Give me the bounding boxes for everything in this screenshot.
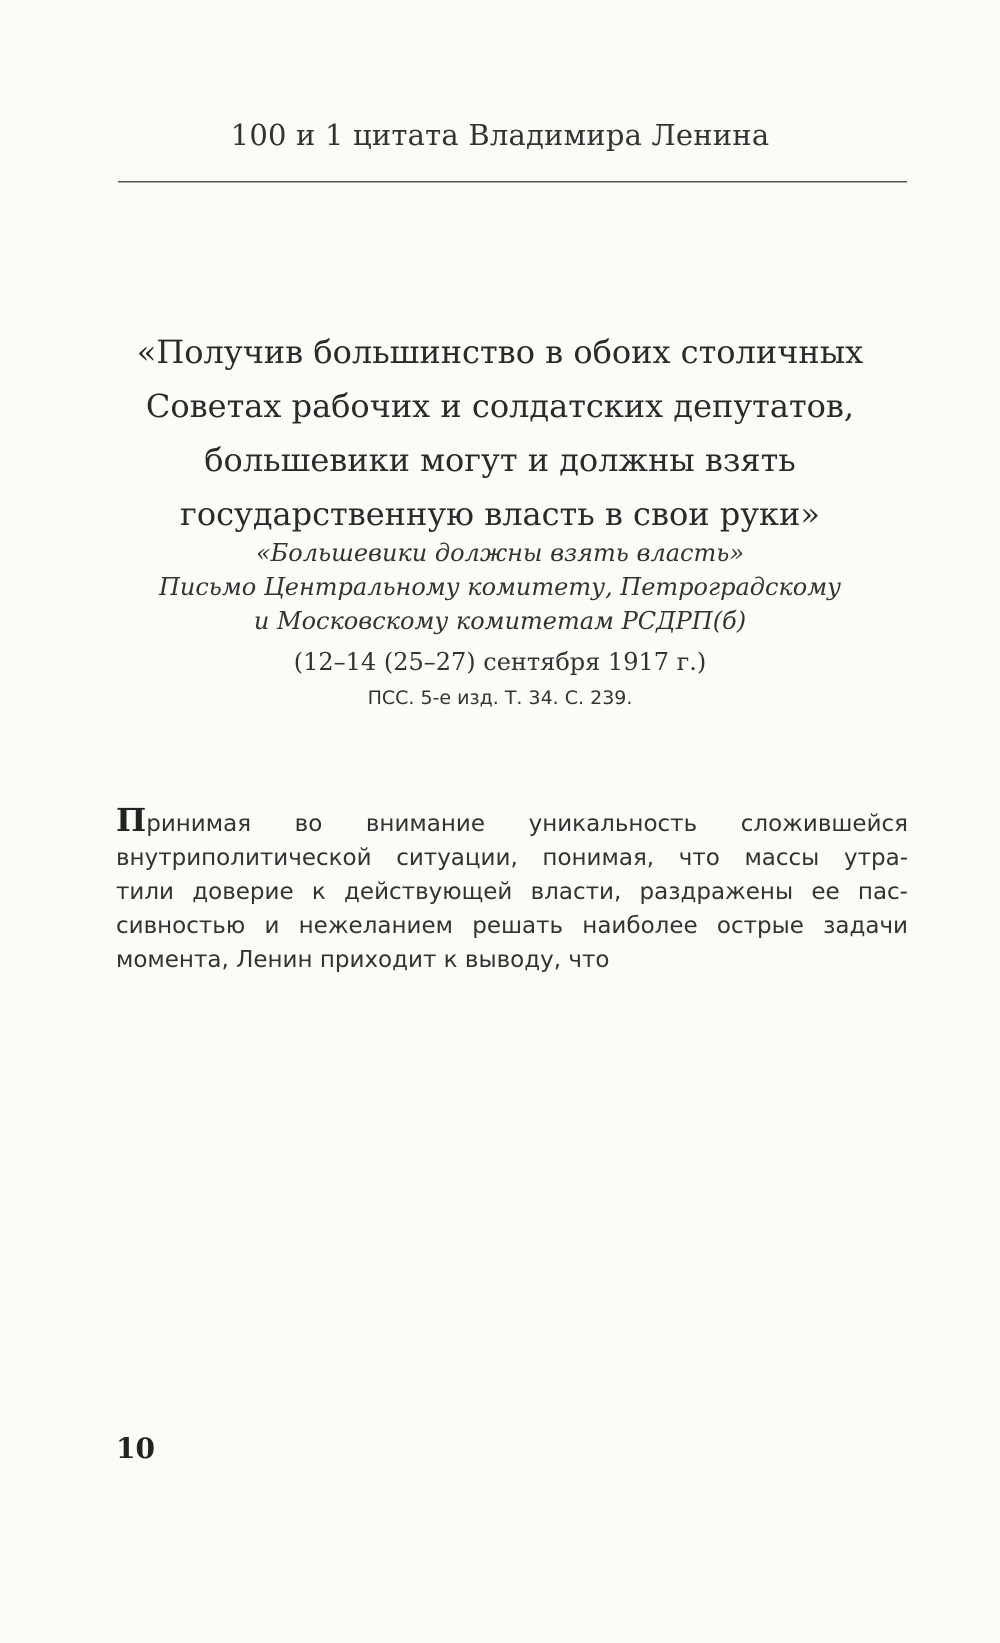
- quote-line: Советах рабочих и солдатских депутатов,: [145, 387, 855, 425]
- quote-line: «Получив большинство в обоих столичных: [136, 333, 864, 371]
- quote-line: большевики могут и должны взять: [204, 441, 796, 479]
- body-line: тили доверие к действующей власти, раздражены ее пас-: [116, 879, 908, 905]
- quote-line: государственную власть в свои руки»: [180, 495, 820, 533]
- source-letter-line: и Московскому комитетам РСДРП(б): [253, 607, 747, 635]
- body-line: сивностью и нежеланием решать наиболее острые задачи: [116, 913, 908, 939]
- body-line: момента, Ленин приходит к выводу, что: [116, 947, 610, 973]
- source-title: «Большевики должны взять власть»: [255, 539, 744, 567]
- header-divider: [118, 181, 907, 183]
- body-line-text: ринимая во внимание уникальность сложившейся: [146, 811, 908, 837]
- body-line: внутриполитической ситуации, понимая, что массы утра-: [116, 845, 908, 871]
- quote-source: [100, 536, 900, 714]
- quote-block: [100, 325, 900, 541]
- source-letter-line: Письмо Центральному комитету, Петроградскому: [158, 573, 842, 601]
- source-reference: ПСС. 5-е изд. Т. 34. С. 239.: [367, 687, 633, 709]
- drop-cap: П: [116, 801, 147, 839]
- body-line: [116, 803, 908, 841]
- running-header: 100 и 1 цитата Владимира Ленина: [230, 118, 770, 152]
- source-date: (12–14 (25–27) сентября 1917 г.): [293, 648, 707, 676]
- page-number: 10: [116, 1432, 155, 1465]
- body-paragraph: [116, 803, 908, 977]
